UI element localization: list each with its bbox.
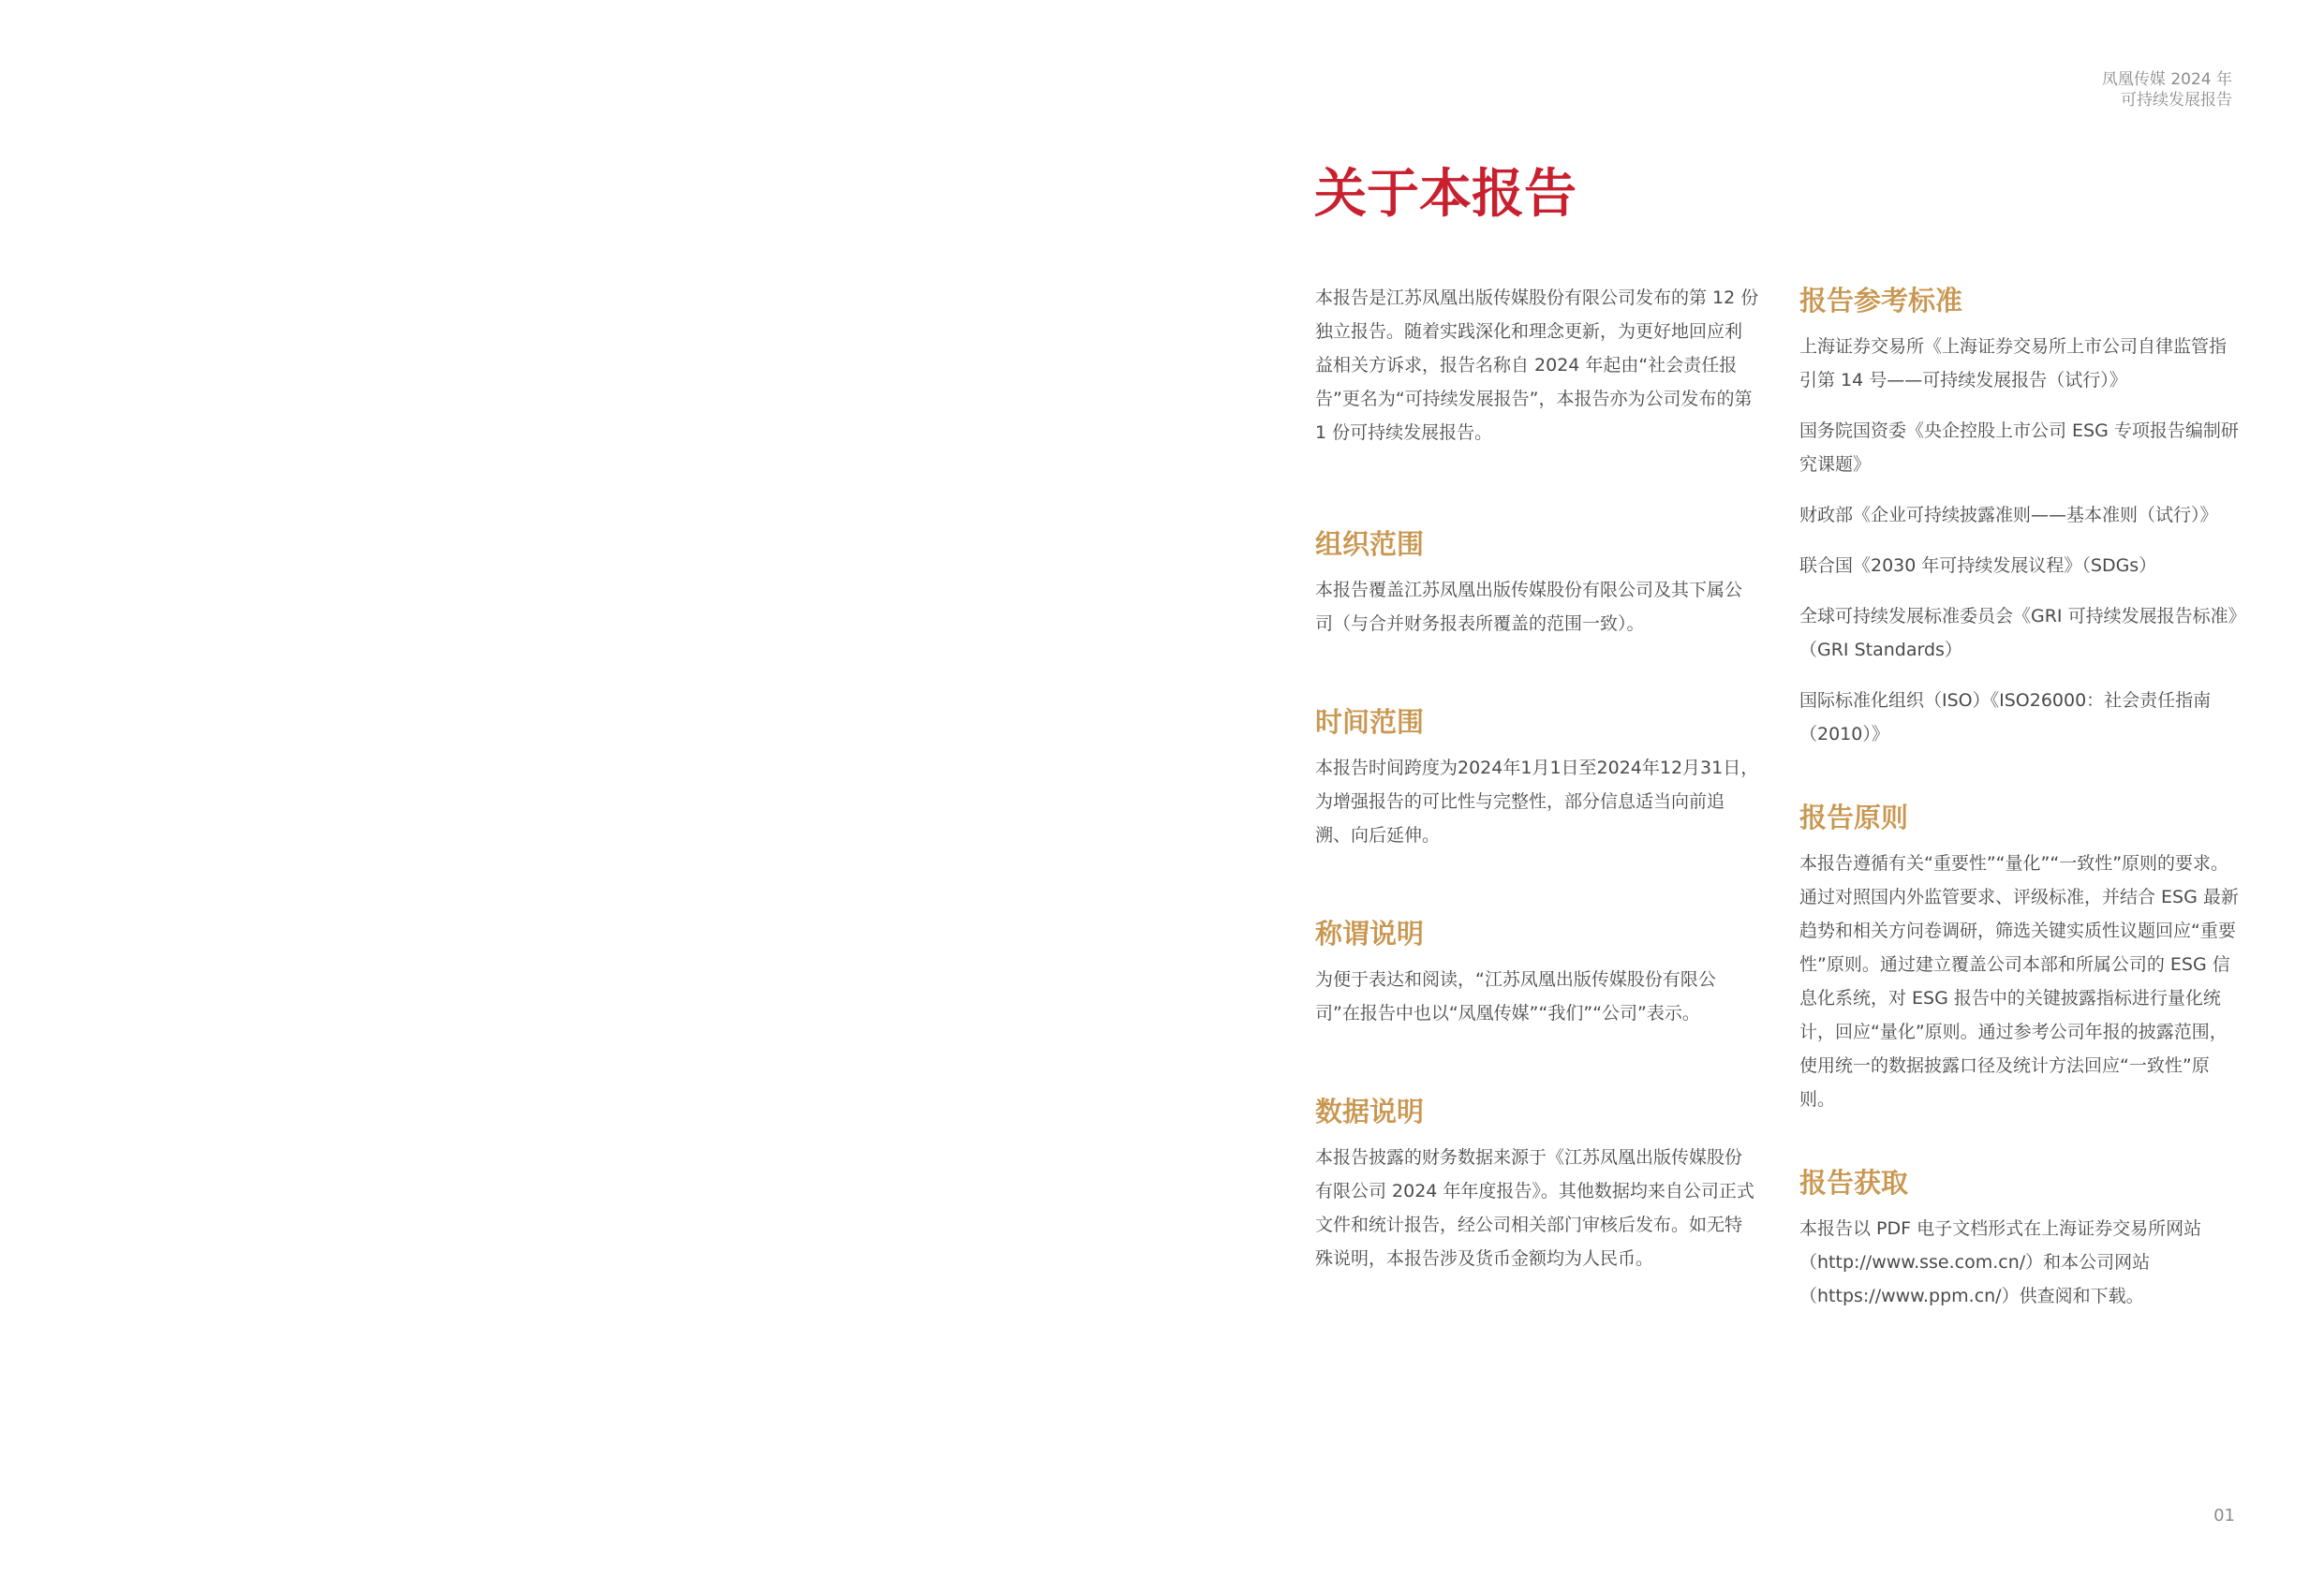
report-header-note — [2102, 69, 2232, 111]
left-column — [1315, 281, 1759, 1275]
section-terminology — [1315, 914, 1759, 1030]
header-line-1: 凤凰传媒 2024 年 — [2101, 70, 2232, 89]
right-column — [1799, 281, 2243, 1313]
intro-paragraph: 本报告是江苏凤凰出版传媒股份有限公司发布的第 12 份独立报告。随着实践深化和理念更新，为更好地回应利益相关方诉求，报告名称自 2024 年起由“社会责任报告”更名为“可持续发展报告”，本报告亦为公司发布的第 1 份可持续发展报告。 — [1315, 287, 1759, 443]
section-heading: 时间范围 — [1315, 706, 1425, 738]
standard-item: 联合国《2030 年可持续发展议程》（SDGs） — [1799, 555, 2157, 576]
section-time-scope — [1315, 702, 1759, 852]
standard-item: 国际标准化组织（ISO）《ISO26000：社会责任指南（2010）》 — [1799, 690, 2212, 744]
section-heading: 数据说明 — [1315, 1096, 1425, 1127]
section-organization-scope — [1315, 524, 1759, 641]
page-title: 关于本报告 — [1314, 164, 1576, 225]
section-data-notes — [1315, 1092, 1759, 1275]
section-reference-standards — [1799, 281, 2243, 751]
section-body: 本报告覆盖江苏凤凰出版传媒股份有限公司及其下属公司（与合并财务报表所覆盖的范围一致）。 — [1315, 580, 1743, 634]
standard-item: 国务院国资委《央企控股上市公司 ESG 专项报告编制研究课题》 — [1799, 420, 2239, 475]
section-body: 本报告以 PDF 电子文档形式在上海证券交易所网站（http://www.sse.com.cn/）和本公司网站（https://www.ppm.cn/）供查阅和下载。 — [1799, 1218, 2202, 1306]
section-body: 本报告披露的财务数据来源于《江苏凤凰出版传媒股份有限公司 2024 年年度报告》。其他数据均来自公司正式文件和统计报告，经公司相关部门审核后发布。如无特殊说明，本报告涉及货币金额均为人民币。 — [1315, 1147, 1754, 1269]
header-line-2: 可持续发展报告 — [2121, 91, 2232, 110]
standards-list — [1799, 330, 2243, 751]
section-heading: 报告原则 — [1799, 802, 1909, 833]
standard-item: 全球可持续发展标准委员会《GRI 可持续发展报告标准》（GRI Standards） — [1799, 606, 2238, 660]
section-heading: 报告参考标准 — [1799, 285, 1963, 317]
section-heading: 组织范围 — [1315, 528, 1425, 560]
section-report-principles — [1799, 798, 2243, 1116]
section-body: 本报告时间跨度为2024年1月1日至2024年12月31日，为增强报告的可比性与完整性，部分信息适当向前追溯、向后延伸。 — [1315, 758, 1759, 846]
page-number: 01 — [2213, 1506, 2235, 1525]
standard-item: 上海证券交易所《上海证券交易所上市公司自律监管指引第 14 号——可持续发展报告（试行）》 — [1799, 336, 2228, 391]
section-body: 本报告遵循有关“重要性”“量化”“一致性”原则的要求。通过对照国内外监管要求、评级标准，并结合 ESG 最新趋势和相关方问卷调研，筛选关键实质性议题回应“重要性”原则。通过建立覆盖公司本部和所属公司的 ESG 信息化系统，对 ESG 报告中的关键披露指标进行量化统计，回应“量化”原则。通过参考公司年报的披露范围，使用统一的数据披露口径及统计方法回应“一致性”原则。 — [1799, 853, 2239, 1110]
section-heading: 称谓说明 — [1315, 918, 1425, 950]
section-heading: 报告获取 — [1799, 1167, 1909, 1199]
standard-item: 财政部《企业可持续披露准则——基本准则（试行）》 — [1799, 505, 2218, 525]
intro-section — [1315, 281, 1759, 450]
section-body: 为便于表达和阅读，“江苏凤凰出版传媒股份有限公司”在报告中也以“凤凰传媒”“我们”“公司”表示。 — [1315, 969, 1716, 1024]
section-report-access — [1799, 1163, 2243, 1313]
